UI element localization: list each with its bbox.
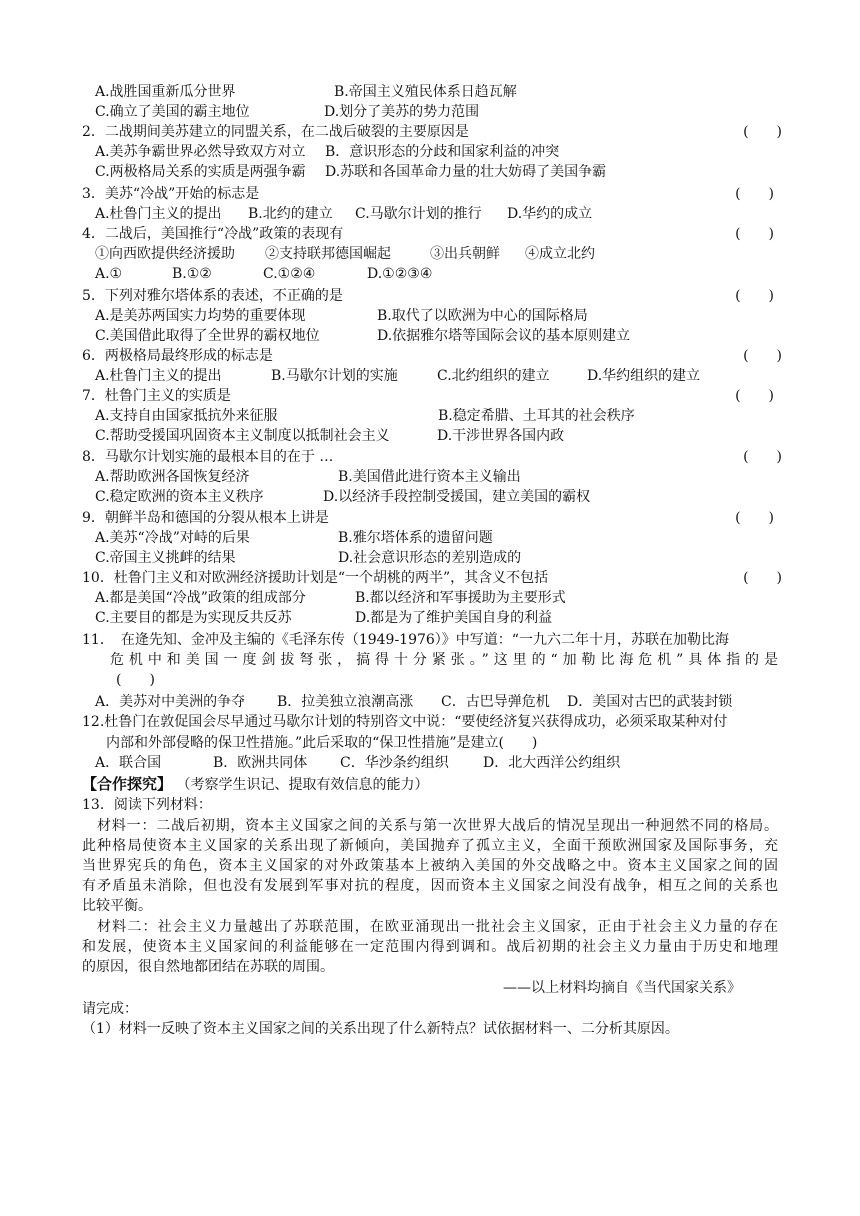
q4-statement-4: ④成立北约 — [525, 246, 595, 262]
q4-statement-1: ①向西欧提供经济援助 — [95, 246, 235, 262]
q9-option-d: D.社会意识形态的差别造成的 — [338, 550, 522, 566]
q9-option-c: C.帝国主义挑衅的结果 — [95, 550, 236, 566]
material-1-line2: 此种格局使资本主义国家的关系出现了新倾向，美国抛弃了孤立主义，全面干预欧洲国家及国际事务，充 — [82, 838, 778, 854]
q7-stem: 7．杜鲁门主义的实质是 — [82, 388, 231, 404]
q8-option-b: B.美国借此进行资本主义输出 — [338, 469, 521, 485]
q12-option-a: A．联合国 — [95, 755, 162, 771]
q4-option-a: A.① — [95, 266, 123, 282]
q6-answer-paren: ( ) — [743, 348, 782, 364]
material-source: ——以上材料均摘自《当代国家关系》 — [503, 980, 741, 996]
material-2-line2: 和发展，使资本主义国家间的利益能够在一定范围内得到调和。战后初期的社会主义力量由于历史和地理 — [82, 939, 778, 955]
q7-question — [82, 386, 774, 406]
q9-answer-paren: ( ) — [735, 510, 774, 526]
q10-answer-paren: ( ) — [743, 570, 782, 586]
q9-option-b: B.雅尔塔体系的遗留问题 — [338, 530, 493, 546]
material-1-line5: 比较平衡。 — [82, 898, 152, 914]
q1-option-b: B.帝国主义殖民体系日趋瓦解 — [334, 84, 517, 100]
q4-answer-paren: ( ) — [735, 226, 774, 242]
q5-option-b: B.取代了以欧洲为中心的国际格局 — [377, 308, 588, 324]
q11-stem-line2: 危机中和美国一度剑拔弩张，搞得十分紧张。”这里的“加勒比海危机”具体指的是 — [110, 652, 778, 668]
q2-stem: 2．二战期间美苏建立的同盟关系，在二战后破裂的主要原因是 — [82, 124, 469, 140]
q12-option-d: D．北大西洋公约组织 — [483, 755, 621, 771]
q1-option-a: A.战胜国重新瓜分世界 — [95, 84, 236, 100]
q13-subquestion-1: （1）材料一反映了资本主义国家之间的关系出现了什么新特点？试依据材料一、二分析其原因。 — [82, 1021, 679, 1037]
q12-option-b: B．欧洲共同体 — [213, 755, 308, 771]
q10-question — [82, 568, 782, 588]
q9-option-a: A.美苏“冷战”对峙的后果 — [95, 530, 250, 546]
q10-stem: 10．杜鲁门主义和对欧洲经济援助计划是“一个胡桃的两半”，其含义不包括 — [82, 570, 549, 586]
q7-option-c: C.帮助受援国巩固资本主义制度以抵制社会主义 — [95, 428, 390, 444]
material-1-line1: 材料一：二战后初期，资本主义国家之间的关系与第一次世界大战后的情况呈现出一种迥然不同的格局。 — [97, 818, 778, 834]
q13-stem: 13．阅读下列材料： — [82, 797, 212, 813]
q9-stem: 9．朝鲜半岛和德国的分裂从根本上讲是 — [82, 510, 329, 526]
q7-option-b: B.稳定希腊、土耳其的社会秩序 — [438, 408, 635, 424]
q3-option-c: C.马歇尔计划的推行 — [355, 206, 482, 222]
q12-stem-line2: 内部和外部侵略的保卫性措施。”此后采取的“保卫性措施”是建立( ) — [106, 735, 538, 751]
q3-option-a: A.杜鲁门主义的提出 — [95, 206, 222, 222]
q3-option-b: B.北约的建立 — [248, 206, 333, 222]
material-2-line1: 材料二：社会主义力量越出了苏联范围，在欧亚涌现出一批社会主义国家，正由于社会主义力量的存在 — [97, 919, 778, 935]
q11-option-a: A．美苏对中美洲的争夺 — [95, 694, 246, 710]
q12-option-c: C．华沙条约组织 — [340, 755, 449, 771]
q10-option-c: C.主要目的都是为实现反共反苏 — [95, 610, 292, 626]
section-title: 【合作探究】 — [82, 775, 173, 793]
q4-option-b: B.①② — [172, 266, 212, 282]
q11-option-b: B．拉美独立浪潮高涨 — [277, 694, 414, 710]
q11-stem-line1: 11． 在逄先知、金冲及主编的《毛泽东传（1949-1976）》中写道：“一九六二年十月，苏联在加勒比海 — [82, 632, 729, 648]
q1-option-c: C.确立了美国的霸主地位 — [95, 104, 250, 120]
q4-statement-3: ③出兵朝鲜 — [430, 246, 500, 262]
q9-question — [82, 508, 774, 528]
q6-option-c: C.北约组织的建立 — [437, 368, 550, 384]
q10-option-b: B.都以经济和军事援助为主要形式 — [355, 590, 566, 606]
q8-option-a: A.帮助欧洲各国恢复经济 — [95, 469, 250, 485]
q2-option-b: B．意识形态的分歧和国家利益的冲突 — [325, 144, 560, 160]
q4-statement-2: ②支持联邦德国崛起 — [265, 246, 391, 262]
q5-option-c: C.美国借此取得了全世界的霸权地位 — [95, 328, 320, 344]
q8-stem: 8．马歇尔计划实施的最根本目的在于 … — [82, 449, 334, 465]
q2-option-a: A.美苏争霸世界必然导致双方对立 — [95, 144, 306, 160]
material-1-line4: 有矛盾虽未消除，但也没有发展到军事对抗的程度，因而资本主义国家之间没有战争，相互之间的关系也 — [82, 878, 778, 894]
q5-answer-paren: ( ) — [735, 288, 774, 304]
section-note: （考察学生识记、提取有效信息的能力） — [176, 777, 429, 793]
q8-question — [82, 447, 782, 467]
q11-option-c: C．古巴导弹危机 — [441, 694, 550, 710]
q4-option-c: C.①②④ — [263, 266, 316, 282]
q3-stem: 3．美苏“冷战”开始的标志是 — [82, 186, 260, 202]
q12-stem-line1: 12.杜鲁门在敦促国会尽早通过马歇尔计划的特别咨文中说：“要使经济复兴获得成功，必须采取某种对付 — [82, 714, 728, 730]
q10-option-a: A.都是美国“冷战”政策的组成部分 — [95, 590, 306, 606]
q11-option-d: D．美国对古巴的武装封锁 — [567, 694, 733, 710]
q7-option-a: A.支持自由国家抵抗外来征服 — [95, 408, 278, 424]
material-2-line3: 的原因，很自然地都团结在苏联的周围。 — [82, 959, 334, 975]
q2-question — [82, 122, 782, 142]
q3-answer-paren: ( ) — [735, 186, 774, 202]
q3-question — [82, 184, 774, 204]
section-heading — [82, 774, 428, 795]
q6-option-a: A.杜鲁门主义的提出 — [95, 368, 222, 384]
q3-option-d: D.华约的成立 — [507, 206, 593, 222]
q1-option-d: D.划分了美苏的势力范围 — [324, 104, 480, 120]
q8-option-d: D.以经济手段控制受援国，建立美国的霸权 — [323, 489, 591, 505]
q10-option-d: D.都是为了维护美国自身的利益 — [355, 610, 553, 626]
q4-question — [82, 224, 774, 244]
q8-option-c: C.稳定欧洲的资本主义秩序 — [95, 489, 264, 505]
q8-answer-paren: ( ) — [743, 449, 782, 465]
q4-stem: 4．二战后，美国推行“冷战”政策的表现有 — [82, 226, 344, 242]
q6-option-b: B.马歇尔计划的实施 — [271, 368, 398, 384]
q2-option-d: D.苏联和各国革命力量的壮大妨碍了美国争霸 — [325, 164, 607, 180]
q5-option-d: D.依据雅尔塔等国际会议的基本原则建立 — [377, 328, 631, 344]
q6-option-d: D.华约组织的建立 — [587, 368, 701, 384]
task-prompt: 请完成： — [82, 1001, 138, 1017]
q6-question — [82, 346, 782, 366]
q5-option-a: A.是美苏两国实力均势的重要体现 — [95, 308, 306, 324]
q11-answer-paren: ( ) — [116, 672, 155, 688]
q4-option-d: D.①②③④ — [367, 266, 433, 282]
q5-question — [82, 286, 774, 306]
q2-option-c: C.两极格局关系的实质是两强争霸 — [95, 164, 306, 180]
material-1-line3: 当世界宪兵的角色，资本主义国家的对外政策基本上被纳入美国的外交战略之中。资本主义国家之间的固 — [82, 858, 778, 874]
q2-answer-paren: ( ) — [743, 124, 782, 140]
q6-stem: 6．两极格局最终形成的标志是 — [82, 348, 273, 364]
q7-option-d: D.干涉世界各国内政 — [437, 428, 565, 444]
q5-stem: 5．下列对雅尔塔体系的表述，不正确的是 — [82, 288, 343, 304]
q7-answer-paren: ( ) — [735, 388, 774, 404]
